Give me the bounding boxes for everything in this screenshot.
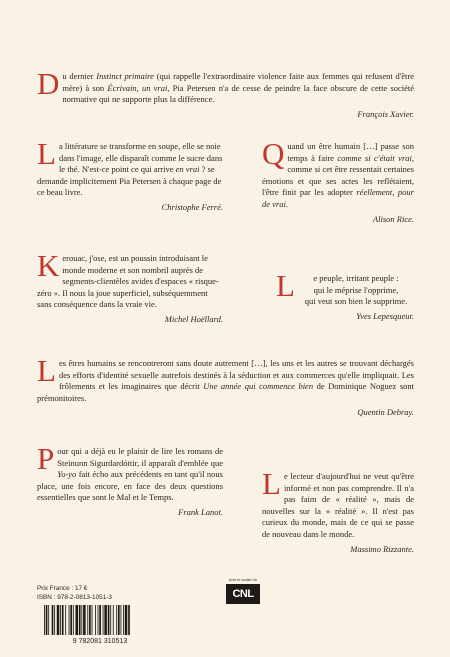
quote-author: Yves Lepesqueur. [356, 310, 414, 321]
barcode-bar [98, 605, 99, 635]
barcode-bar [128, 605, 130, 635]
barcode-bar [95, 605, 96, 635]
quote-author: Massimo Rizzante. [350, 543, 414, 554]
barcode-bar [123, 605, 124, 635]
barcode-bars [44, 605, 130, 635]
barcode [36, 604, 164, 644]
quote-rizzante [262, 466, 414, 555]
barcode-bar [52, 605, 54, 635]
barcode-bar [44, 605, 45, 635]
drop-cap: L [37, 353, 56, 388]
barcode-bar [65, 605, 66, 635]
quote-author: François Xavier. [357, 108, 414, 119]
quote-text: our qui a déjà eu le plaisir de lire les romans de Steinunn Sigurdardóttir, il apparaît d'emblée que Yo-yo fait écho aux précédents en tant qu'il nous place, une fois encore, en face des deux questions essentielles que sont le Mal et le Temps. [37, 446, 223, 503]
quote-xavier [37, 66, 414, 120]
barcode-bar [92, 605, 93, 635]
barcode-bar [110, 605, 111, 635]
drop-cap: L [276, 268, 295, 303]
quote-text: e peuple, irritant peuple : qui le méprise l'opprime, qui veut son bien le supprime. [304, 273, 408, 307]
quote-author: Quentin Debray. [357, 407, 414, 418]
drop-cap: K [37, 248, 60, 283]
barcode-digits: 9 782081 310513 [72, 638, 128, 644]
drop-cap: L [37, 136, 56, 171]
barcode-bar [69, 605, 70, 635]
cnl-logo: CNL [226, 584, 260, 604]
barcode-bar [108, 605, 110, 635]
barcode-bar [118, 605, 120, 635]
barcode-bar [116, 605, 117, 635]
barcode-bar [103, 605, 104, 635]
cnl-logo-block [226, 578, 260, 604]
barcode-bar [75, 605, 78, 635]
barcode-bar [70, 605, 72, 635]
drop-cap: L [262, 466, 281, 501]
quote-lepesqueur [276, 268, 414, 322]
quote-text: es êtres humains se rencontreront sans doute autrement […], les uns et les autres se trouvant déchargés des efforts d'identité sexuelle autrefois destinés à la séduction et aux commerces qu'elle impliquait. Les frôlements et les imaginaires que décrit Une année qui commence bien de Dominique Noguez sont prémonitoires. [37, 358, 415, 403]
quote-author: Michel Hoëllard. [164, 313, 223, 324]
price-info [37, 584, 112, 602]
quote-debray [37, 353, 415, 419]
quote-rice [262, 136, 414, 225]
barcode-bar [87, 605, 88, 635]
barcode-bar [83, 605, 86, 635]
quote-author: Frank Lanot. [178, 506, 223, 517]
barcode-bar [54, 605, 55, 635]
quote-text: a littérature se transforme en soupe, elle se noie dans l'image, elle disparaît comme le sucre dans le thé. N'est-ce point ce qui arrive en vrai ? se demande implicitement Pia Petersen à chaque page de ce beau livre. [37, 141, 223, 198]
barcode-bar [73, 605, 74, 635]
drop-cap: P [37, 441, 55, 476]
barcode-bar [57, 605, 60, 635]
quote-text: e lecteur d'aujourd'hui ne veut qu'être informé et non pas comprendre. Il n'a pas faim de « réalité », mais de nouvelles sur la « réalité ». Il n'est pas curieux du monde, mais de ce qui se passe de nouveau dans le monde. [262, 471, 414, 539]
barcode-bar [113, 605, 114, 635]
quote-author: Christophe Ferré. [161, 201, 223, 212]
price-label: Prix France : 17 € [37, 585, 88, 592]
cnl-caption: Avec le soutien du [228, 578, 258, 582]
quote-lanot [37, 441, 223, 519]
barcode-bar [60, 605, 61, 635]
drop-cap: D [37, 66, 60, 101]
quote-hoellard [37, 248, 223, 326]
barcode-bar [99, 605, 101, 635]
drop-cap: Q [262, 136, 285, 171]
quote-text: erouac, j'ose, est un poussin introduisant le monde moderne et son nombril auprès de segments-clientèles avides d'espaces « risque-zéro ». Il nous la joue superficiel, subséquemment sans conséquence dans la vraie vie. [37, 253, 219, 310]
barcode-bar [125, 605, 128, 635]
barcode-bar [79, 605, 81, 635]
isbn-label: ISBN : 978-2-0813-1051-3 [37, 594, 112, 601]
barcode-bar [48, 605, 49, 635]
barcode-bar [62, 605, 64, 635]
barcode-bar [121, 605, 122, 635]
barcode-bar [89, 605, 91, 635]
quote-text: u dernier Instinct primaire (qui rappelle l'extraordinaire violence faite aux femmes qui refusent d'être mère) à son Écrivain, un vrai, Pia Petersen n'a de cesse de peindre la face obscure de cette société normative qui ne supporte plus la différence. [62, 71, 414, 105]
quote-text: uand un être humain […] passe son temps à faire comme si c'était vrai, comme si cet être ressentait certaines émotions et que ses actes les reflétaient, l'être finit par les adopter réellement, pour de vrai. [262, 141, 414, 209]
quote-ferre [37, 136, 223, 214]
barcode-bar [81, 605, 82, 635]
quote-author: Alison Rice. [372, 213, 414, 224]
barcode-bar [46, 605, 48, 635]
barcode-bar [104, 605, 107, 635]
